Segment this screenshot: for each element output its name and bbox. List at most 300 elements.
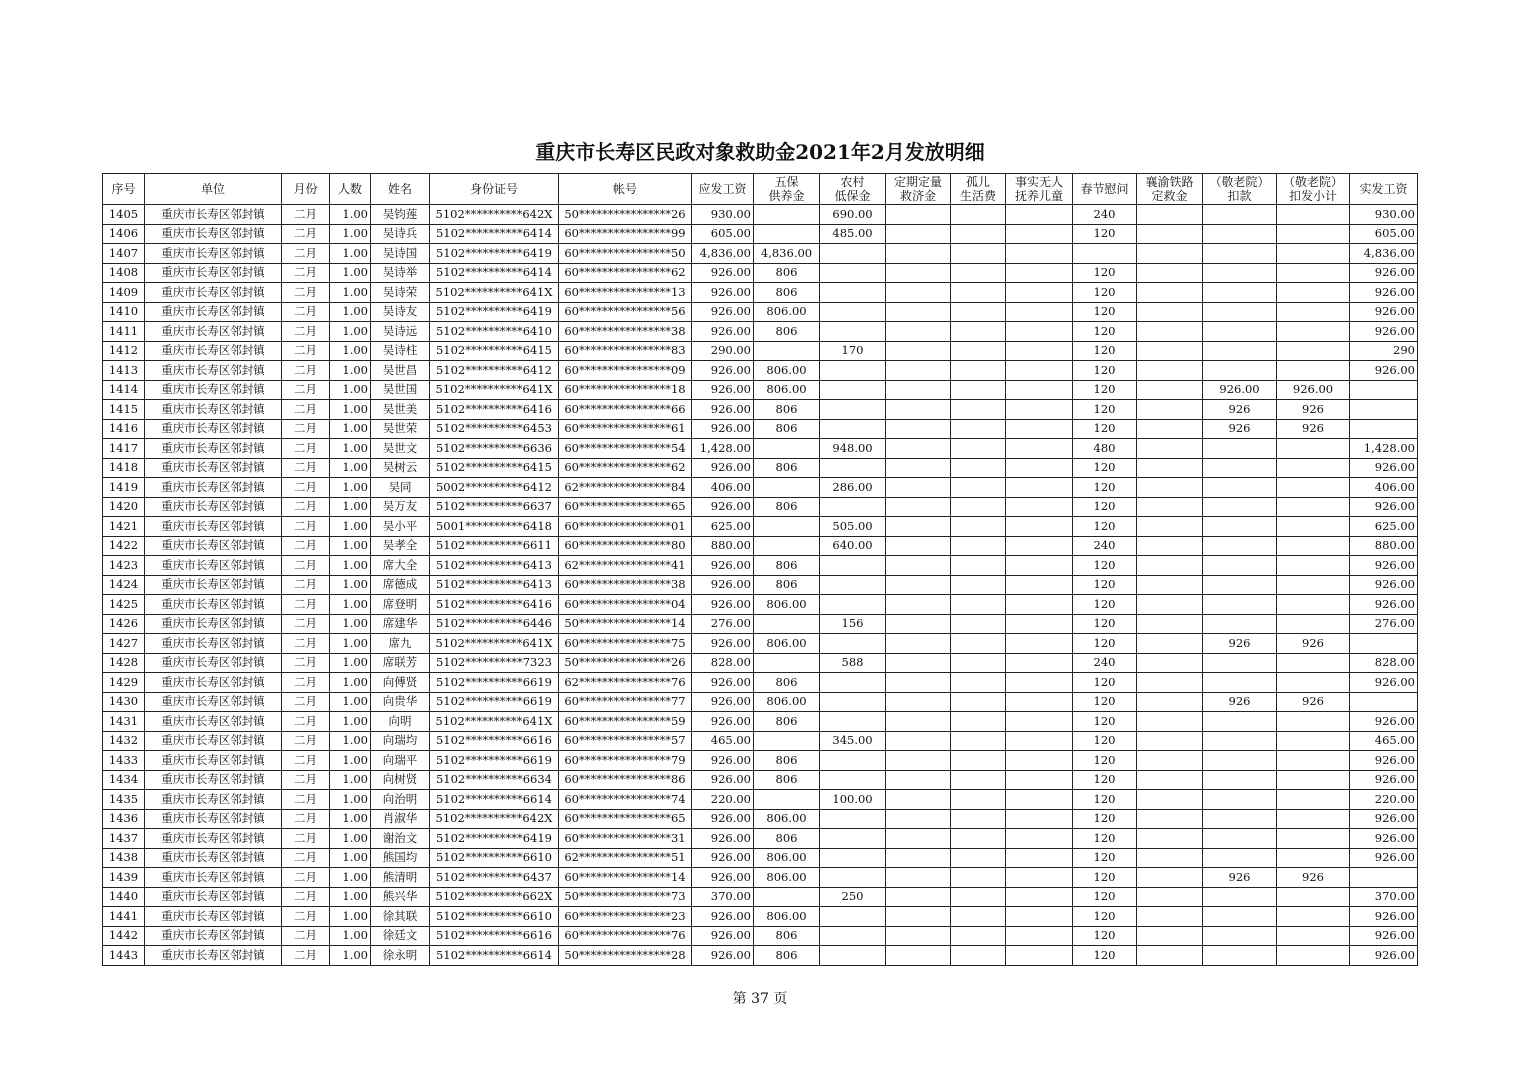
table-cell: 5102**********6619	[430, 673, 559, 693]
table-cell: 5102**********641X	[430, 283, 559, 303]
table-cell: 1420	[103, 497, 145, 517]
table-cell: 120	[1073, 556, 1137, 576]
table-cell	[1006, 653, 1073, 673]
table-cell: 485.00	[820, 224, 886, 244]
table-cell: 5102**********6614	[430, 790, 559, 810]
table-row	[103, 926, 1418, 946]
table-cell: 席联芳	[371, 653, 430, 673]
table-cell	[1350, 380, 1418, 400]
table-cell: 806.00	[754, 868, 820, 888]
table-cell	[1137, 224, 1203, 244]
table-cell: 926.00	[1350, 907, 1418, 927]
table-row	[103, 575, 1418, 595]
table-cell: 重庆市长寿区邻封镇	[145, 556, 282, 576]
table-cell	[1137, 692, 1203, 712]
table-row	[103, 868, 1418, 888]
table-cell: 926	[1203, 868, 1277, 888]
table-cell	[1006, 751, 1073, 771]
relief-payment-table	[102, 173, 1418, 966]
table-cell	[886, 224, 951, 244]
table-cell: 60****************66	[559, 400, 692, 420]
table-cell	[1137, 380, 1203, 400]
table-cell	[1137, 926, 1203, 946]
table-cell: 926.00	[1350, 263, 1418, 283]
table-cell: 二月	[282, 790, 330, 810]
table-cell: 重庆市长寿区邻封镇	[145, 595, 282, 615]
table-cell	[1137, 205, 1203, 225]
table-cell: 4,836.00	[1350, 244, 1418, 264]
table-cell	[1277, 341, 1350, 361]
table-cell	[951, 848, 1006, 868]
table-cell: 120	[1073, 322, 1137, 342]
table-cell	[1137, 634, 1203, 654]
table-cell	[951, 556, 1006, 576]
table-cell: 二月	[282, 809, 330, 829]
table-cell	[1350, 400, 1418, 420]
table-cell	[1203, 361, 1277, 381]
table-cell: 806.00	[754, 634, 820, 654]
table-cell: 1.00	[330, 829, 371, 849]
table-cell: 1414	[103, 380, 145, 400]
column-header: 定期定量 救济金	[886, 174, 951, 205]
table-cell: 60****************76	[559, 926, 692, 946]
table-cell: 二月	[282, 224, 330, 244]
table-cell	[886, 751, 951, 771]
table-cell: 806	[754, 770, 820, 790]
table-cell: 1406	[103, 224, 145, 244]
table-cell	[754, 439, 820, 459]
table-cell: 5001**********6418	[430, 517, 559, 537]
table-cell: 1.00	[330, 653, 371, 673]
table-cell: 120	[1073, 848, 1137, 868]
table-cell	[951, 263, 1006, 283]
table-row	[103, 302, 1418, 322]
table-cell: 二月	[282, 692, 330, 712]
table-cell: 240	[1073, 653, 1137, 673]
table-cell: 徐永明	[371, 946, 430, 966]
table-row	[103, 829, 1418, 849]
table-cell	[1277, 829, 1350, 849]
table-cell: 重庆市长寿区邻封镇	[145, 926, 282, 946]
column-header: 实发工资	[1350, 174, 1418, 205]
table-cell	[1137, 478, 1203, 498]
table-cell: 930.00	[692, 205, 754, 225]
table-row	[103, 673, 1418, 693]
table-cell: 926	[1203, 634, 1277, 654]
table-cell	[1137, 848, 1203, 868]
table-cell	[1006, 575, 1073, 595]
table-cell: 1419	[103, 478, 145, 498]
table-cell: 926.00	[1350, 770, 1418, 790]
table-cell	[1137, 517, 1203, 537]
table-cell: 1.00	[330, 478, 371, 498]
table-cell: 吴树云	[371, 458, 430, 478]
table-cell	[886, 907, 951, 927]
table-cell	[951, 809, 1006, 829]
table-cell: 二月	[282, 712, 330, 732]
table-cell: 505.00	[820, 517, 886, 537]
table-cell	[820, 497, 886, 517]
table-cell: 二月	[282, 575, 330, 595]
table-cell	[886, 848, 951, 868]
table-row	[103, 536, 1418, 556]
table-cell	[754, 517, 820, 537]
table-cell: 肖淑华	[371, 809, 430, 829]
table-cell	[1277, 575, 1350, 595]
table-cell: 276.00	[692, 614, 754, 634]
table-cell: 120	[1073, 926, 1137, 946]
table-cell	[820, 380, 886, 400]
table-cell: 1.00	[330, 302, 371, 322]
table-row	[103, 283, 1418, 303]
table-cell	[1006, 244, 1073, 264]
table-cell	[951, 536, 1006, 556]
table-cell	[1203, 575, 1277, 595]
table-cell	[1137, 400, 1203, 420]
table-cell	[951, 478, 1006, 498]
table-cell: 二月	[282, 205, 330, 225]
table-cell	[886, 926, 951, 946]
table-cell: 1436	[103, 809, 145, 829]
table-cell	[820, 848, 886, 868]
table-cell: 220.00	[1350, 790, 1418, 810]
table-cell: 5102**********6410	[430, 322, 559, 342]
table-cell: 吴诗远	[371, 322, 430, 342]
table-cell	[1277, 497, 1350, 517]
table-cell: 二月	[282, 907, 330, 927]
table-cell	[951, 868, 1006, 888]
table-cell	[951, 829, 1006, 849]
table-cell: 806	[754, 419, 820, 439]
table-cell: 1443	[103, 946, 145, 966]
table-cell: 1425	[103, 595, 145, 615]
table-cell: 1442	[103, 926, 145, 946]
table-cell	[1203, 458, 1277, 478]
table-row	[103, 556, 1418, 576]
table-cell	[951, 751, 1006, 771]
table-cell	[754, 653, 820, 673]
table-cell: 120	[1073, 770, 1137, 790]
table-cell: 5102**********6614	[430, 946, 559, 966]
table-cell: 370.00	[692, 887, 754, 907]
table-cell: 向瑞均	[371, 731, 430, 751]
table-cell: 1411	[103, 322, 145, 342]
table-cell: 1433	[103, 751, 145, 771]
table-cell: 重庆市长寿区邻封镇	[145, 673, 282, 693]
table-cell: 5102**********6416	[430, 400, 559, 420]
table-cell	[1006, 419, 1073, 439]
table-cell: 重庆市长寿区邻封镇	[145, 634, 282, 654]
table-cell	[754, 536, 820, 556]
table-cell: 5102**********6634	[430, 770, 559, 790]
table-cell	[1203, 614, 1277, 634]
table-cell: 1428	[103, 653, 145, 673]
table-cell	[1277, 887, 1350, 907]
table-cell	[1137, 712, 1203, 732]
table-cell	[1203, 731, 1277, 751]
table-cell	[1006, 205, 1073, 225]
table-cell: 60****************62	[559, 458, 692, 478]
table-cell: 806	[754, 400, 820, 420]
table-cell: 1441	[103, 907, 145, 927]
table-cell: 690.00	[820, 205, 886, 225]
table-cell: 重庆市长寿区邻封镇	[145, 887, 282, 907]
table-cell	[951, 205, 1006, 225]
table-cell: 重庆市长寿区邻封镇	[145, 458, 282, 478]
table-cell: 5102**********6412	[430, 361, 559, 381]
table-cell	[951, 770, 1006, 790]
table-cell: 二月	[282, 770, 330, 790]
table-cell: 926.00	[692, 692, 754, 712]
table-row	[103, 848, 1418, 868]
table-cell	[1006, 907, 1073, 927]
table-cell	[1137, 458, 1203, 478]
table-cell: 926.00	[692, 634, 754, 654]
table-cell: 1431	[103, 712, 145, 732]
table-cell: 926.00	[1350, 458, 1418, 478]
table-cell: 重庆市长寿区邻封镇	[145, 712, 282, 732]
table-cell	[886, 361, 951, 381]
table-row	[103, 244, 1418, 264]
table-cell: 席建华	[371, 614, 430, 634]
table-cell	[951, 946, 1006, 966]
table-cell: 120	[1073, 731, 1137, 751]
table-cell: 二月	[282, 653, 330, 673]
table-cell	[1137, 263, 1203, 283]
table-cell: 170	[820, 341, 886, 361]
table-cell: 1.00	[330, 380, 371, 400]
table-cell: 向治明	[371, 790, 430, 810]
table-cell: 240	[1073, 536, 1137, 556]
table-cell: 二月	[282, 439, 330, 459]
table-cell: 1424	[103, 575, 145, 595]
table-cell: 熊兴华	[371, 887, 430, 907]
table-cell	[886, 244, 951, 264]
table-cell: 重庆市长寿区邻封镇	[145, 439, 282, 459]
table-cell: 5102**********6610	[430, 848, 559, 868]
table-row	[103, 887, 1418, 907]
table-cell	[1006, 517, 1073, 537]
table-cell: 926.00	[692, 868, 754, 888]
table-cell	[1006, 868, 1073, 888]
table-cell	[820, 595, 886, 615]
table-cell: 465.00	[1350, 731, 1418, 751]
table-cell: 5102**********6416	[430, 595, 559, 615]
table-cell	[1203, 263, 1277, 283]
table-cell	[1203, 244, 1277, 264]
column-header: （敬老院） 扣款	[1203, 174, 1277, 205]
table-cell	[1137, 809, 1203, 829]
table-cell: 1.00	[330, 283, 371, 303]
table-cell: 1430	[103, 692, 145, 712]
table-cell: 926.00	[692, 361, 754, 381]
column-header: 事实无人 抚养儿童	[1006, 174, 1073, 205]
table-cell: 重庆市长寿区邻封镇	[145, 361, 282, 381]
table-cell: 806	[754, 575, 820, 595]
table-cell	[1006, 926, 1073, 946]
table-cell	[1137, 439, 1203, 459]
table-cell	[1277, 283, 1350, 303]
table-cell: 120	[1073, 692, 1137, 712]
table-cell: 1418	[103, 458, 145, 478]
table-cell	[1277, 302, 1350, 322]
table-cell: 重庆市长寿区邻封镇	[145, 751, 282, 771]
column-header: 身份证号	[430, 174, 559, 205]
table-cell	[1203, 556, 1277, 576]
table-cell	[1350, 419, 1418, 439]
table-cell: 4,836.00	[754, 244, 820, 264]
table-cell	[951, 322, 1006, 342]
table-cell: 880.00	[1350, 536, 1418, 556]
table-cell: 120	[1073, 634, 1137, 654]
table-cell	[1006, 614, 1073, 634]
table-cell: 重庆市长寿区邻封镇	[145, 653, 282, 673]
table-cell: 5102**********6419	[430, 302, 559, 322]
table-cell	[1203, 751, 1277, 771]
table-cell	[1203, 595, 1277, 615]
table-cell	[1006, 887, 1073, 907]
table-cell: 926	[1203, 419, 1277, 439]
table-cell: 二月	[282, 380, 330, 400]
table-cell: 926.00	[1277, 380, 1350, 400]
table-row	[103, 731, 1418, 751]
table-cell	[820, 400, 886, 420]
table-cell: 120	[1073, 517, 1137, 537]
table-cell: 向瑞平	[371, 751, 430, 771]
table-cell: 60****************13	[559, 283, 692, 303]
table-cell: 5102**********6437	[430, 868, 559, 888]
table-cell: 5102**********6619	[430, 692, 559, 712]
table-header-row	[103, 174, 1418, 205]
table-cell	[1006, 770, 1073, 790]
table-cell	[1137, 907, 1203, 927]
table-cell: 120	[1073, 790, 1137, 810]
table-cell: 重庆市长寿区邻封镇	[145, 263, 282, 283]
table-cell: 120	[1073, 341, 1137, 361]
table-row	[103, 341, 1418, 361]
column-header: 姓名	[371, 174, 430, 205]
table-cell: 926.00	[692, 946, 754, 966]
table-cell: 100.00	[820, 790, 886, 810]
table-cell	[886, 439, 951, 459]
table-row	[103, 692, 1418, 712]
table-cell	[951, 341, 1006, 361]
table-cell	[886, 322, 951, 342]
table-cell: 二月	[282, 731, 330, 751]
table-cell: 5102**********662X	[430, 887, 559, 907]
table-cell: 60****************99	[559, 224, 692, 244]
table-cell	[1277, 244, 1350, 264]
table-cell: 926.00	[1203, 380, 1277, 400]
table-cell	[951, 380, 1006, 400]
table-cell	[1203, 536, 1277, 556]
table-cell: 120	[1073, 302, 1137, 322]
table-cell: 1,428.00	[1350, 439, 1418, 459]
table-cell: 5102**********6419	[430, 829, 559, 849]
table-cell	[1137, 731, 1203, 751]
table-cell: 1.00	[330, 790, 371, 810]
table-row	[103, 614, 1418, 634]
table-cell: 二月	[282, 848, 330, 868]
table-cell: 640.00	[820, 536, 886, 556]
table-cell	[1137, 536, 1203, 556]
table-cell: 120	[1073, 946, 1137, 966]
table-cell	[1277, 478, 1350, 498]
table-cell: 806.00	[754, 809, 820, 829]
table-cell	[886, 497, 951, 517]
table-cell	[1203, 302, 1277, 322]
table-cell	[1277, 790, 1350, 810]
table-cell	[1006, 809, 1073, 829]
table-cell: 120	[1073, 361, 1137, 381]
table-cell: 926.00	[1350, 809, 1418, 829]
table-cell: 60****************31	[559, 829, 692, 849]
table-cell: 1437	[103, 829, 145, 849]
table-cell: 5102**********6415	[430, 341, 559, 361]
table-cell: 926.00	[692, 809, 754, 829]
table-cell: 60****************62	[559, 263, 692, 283]
table-cell: 重庆市长寿区邻封镇	[145, 731, 282, 751]
table-cell: 60****************61	[559, 419, 692, 439]
table-cell: 二月	[282, 614, 330, 634]
table-cell: 1.00	[330, 614, 371, 634]
table-row	[103, 439, 1418, 459]
table-row	[103, 380, 1418, 400]
table-cell: 828.00	[692, 653, 754, 673]
table-cell	[951, 302, 1006, 322]
table-cell: 60****************83	[559, 341, 692, 361]
table-cell	[1137, 829, 1203, 849]
table-cell	[1277, 205, 1350, 225]
table-cell: 1.00	[330, 751, 371, 771]
table-cell: 二月	[282, 263, 330, 283]
table-cell	[1277, 322, 1350, 342]
table-cell: 1409	[103, 283, 145, 303]
table-cell: 徐廷文	[371, 926, 430, 946]
table-cell: 吴钧莲	[371, 205, 430, 225]
table-cell: 806	[754, 673, 820, 693]
table-cell: 二月	[282, 751, 330, 771]
table-cell: 重庆市长寿区邻封镇	[145, 517, 282, 537]
table-cell	[951, 244, 1006, 264]
table-cell	[886, 809, 951, 829]
table-cell: 290	[1350, 341, 1418, 361]
table-cell: 二月	[282, 322, 330, 342]
table-cell	[886, 692, 951, 712]
table-cell: 50****************14	[559, 614, 692, 634]
table-row	[103, 497, 1418, 517]
table-cell	[1350, 868, 1418, 888]
table-cell	[820, 302, 886, 322]
table-cell: 926.00	[1350, 673, 1418, 693]
table-cell: 吴世国	[371, 380, 430, 400]
table-cell	[951, 458, 1006, 478]
table-cell: 吴诗柱	[371, 341, 430, 361]
table-cell	[1277, 263, 1350, 283]
table-cell: 5102**********641X	[430, 634, 559, 654]
table-cell: 二月	[282, 926, 330, 946]
column-header: 单位	[145, 174, 282, 205]
table-row	[103, 517, 1418, 537]
table-cell: 926.00	[1350, 283, 1418, 303]
table-cell: 1413	[103, 361, 145, 381]
table-cell: 156	[820, 614, 886, 634]
table-cell: 926.00	[1350, 556, 1418, 576]
table-cell: 926.00	[1350, 361, 1418, 381]
table-cell	[1006, 692, 1073, 712]
table-cell: 828.00	[1350, 653, 1418, 673]
table-row	[103, 458, 1418, 478]
